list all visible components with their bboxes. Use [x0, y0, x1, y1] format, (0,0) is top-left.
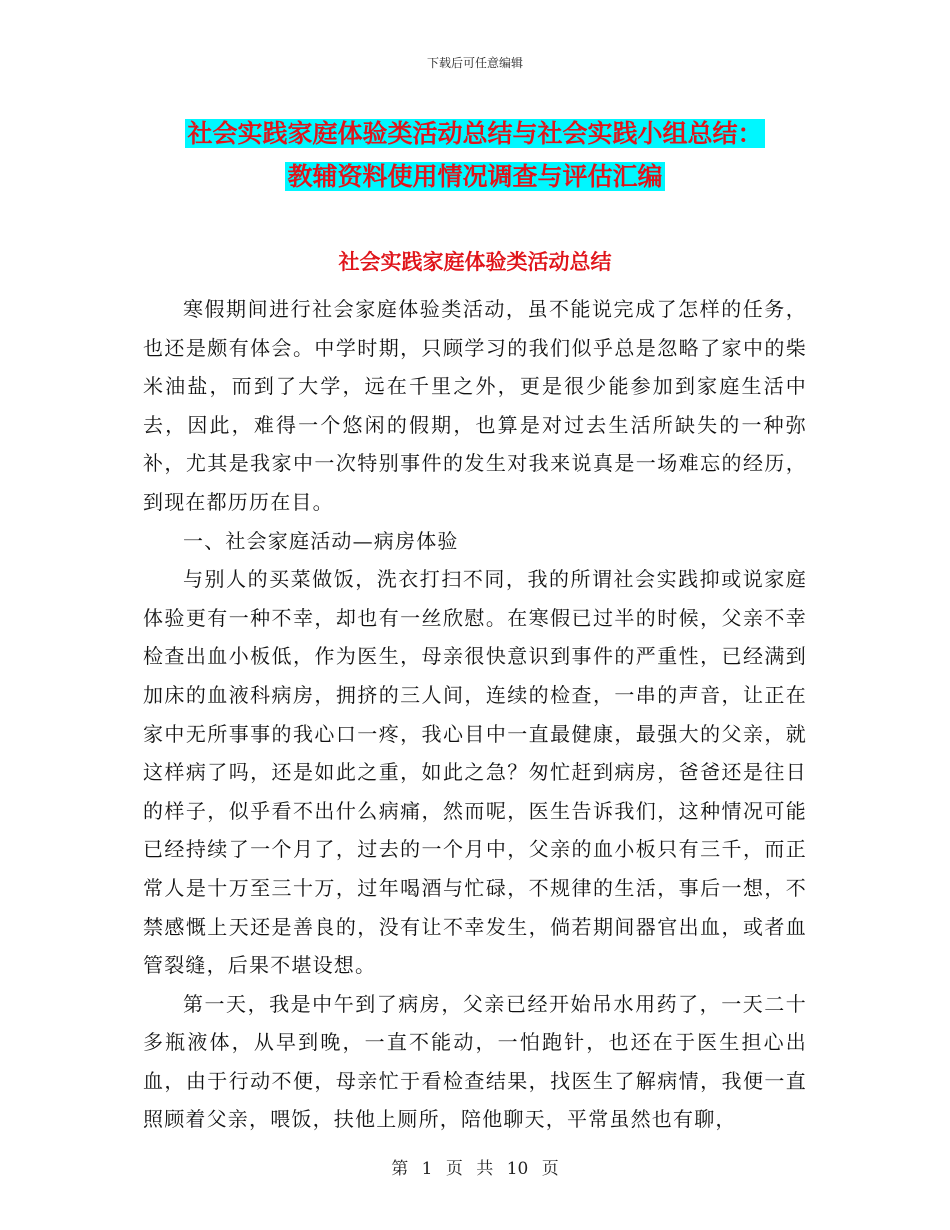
paragraph: 第一天，我是中午到了病房，父亲已经开始吊水用药了，一天二十多瓶液体，从早到晚，一直不能动，一怕跑针，也还在于医生担心出血，由于行动不便，母亲忙于看检查结果，找医生了解病情，我便一直照顾着父亲，喂饭，扶他上厕所，陪他聊天，平常虽然也有聊，	[143, 991, 807, 1132]
title-line-2: 教辅资料使用情况调查与评估汇编	[287, 162, 663, 191]
paragraph: 与别人的买菜做饭，洗衣打扫不同，我的所谓社会实践抑或说家庭体验更有一种不幸，却也有一丝欣慰。在寒假已过半的时候，父亲不幸检查出血小板低，作为医生，母亲很快意识到事件的严重性，已经满到加床的血液科病房，拥挤的三人间，连续的检查，一串的声音，让正在家中无所事事的我心口一疼，我心目中一直最健康，最强大的父亲，就这样病了吗，还是如此之重，如此之急？匆忙赶到病房，爸爸还是往日的样子，似乎看不出什么病痛，然而呢，医生告诉我们，这种情况可能已经持续了一个月了，过去的一个月中，父亲的血小板只有三千，而正常人是十万至三十万，过年喝酒与忙碌，不规律的生活，事后一想，不禁感慨上天还是善良的，没有让不幸发生，倘若期间器官出血，或者血管裂缝，后果不堪设想。	[143, 567, 807, 978]
document-title	[0, 112, 950, 198]
paragraph: 寒假期间进行社会家庭体验类活动，虽不能说完成了怎样的任务，也还是颇有体会。中学时期，只顾学习的我们似乎总是忽略了家中的柴米油盐，而到了大学，远在千里之外，更是很少能参加到家庭生活中去，因此，难得一个悠闲的假期，也算是对过去生活所缺失的一种弥补，尤其是我家中一次特别事件的发生对我来说真是一场难忘的经历，到现在都历历在目。	[143, 297, 807, 514]
subheading: 一、社会家庭活动—病房体验	[183, 528, 459, 553]
page-header-note: 下载后可任意编辑	[426, 56, 523, 70]
page-footer: 第 1 页 共 10 页	[391, 1159, 559, 1179]
body-text	[143, 290, 807, 1139]
title-line-1: 社会实践家庭体验类活动总结与社会实践小组总结：	[187, 119, 763, 148]
section-title: 社会实践家庭体验类活动总结	[338, 250, 612, 274]
